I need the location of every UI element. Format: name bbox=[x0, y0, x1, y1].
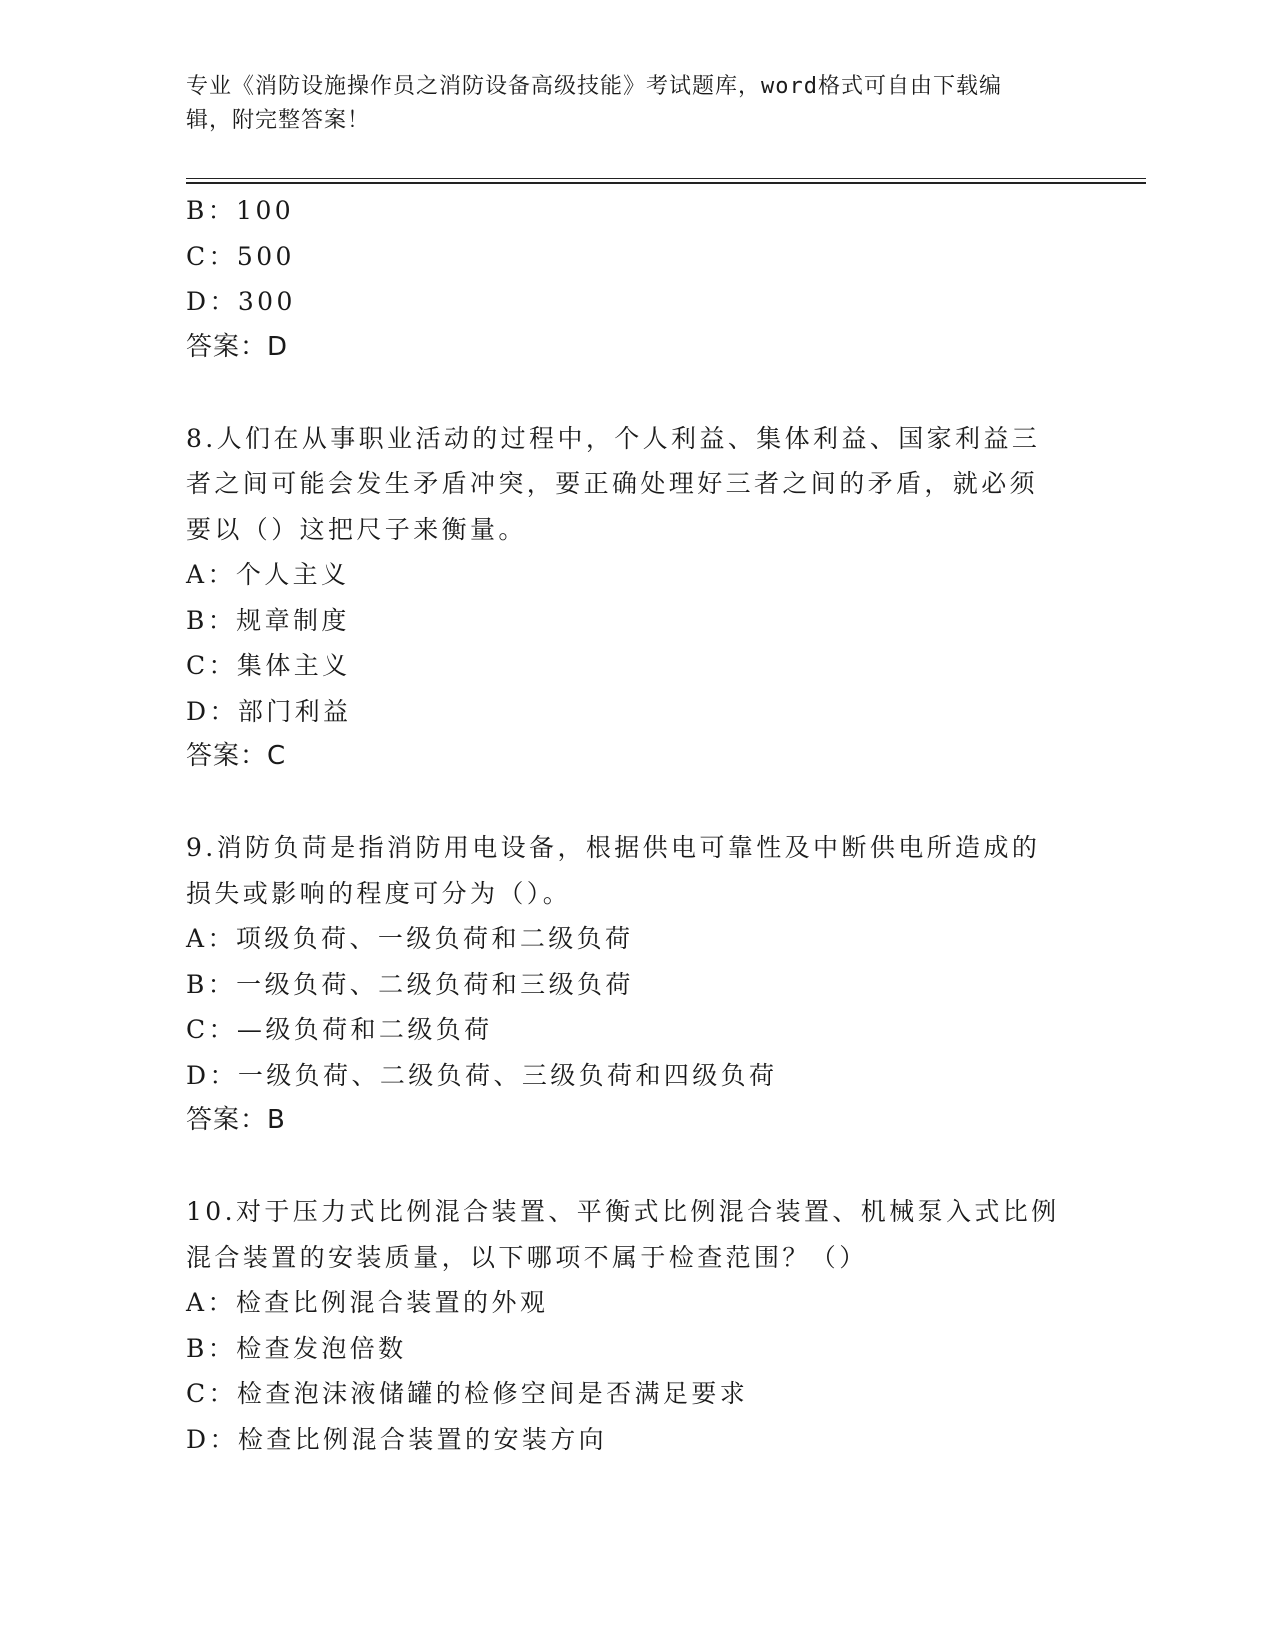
question-stem: 10.对于压力式比例混合装置、平衡式比例混合装置、机械泵入式比例 bbox=[186, 1197, 1060, 1226]
option-d: D：300 bbox=[186, 287, 296, 316]
option-a: A：检查比例混合装置的外观 bbox=[186, 1288, 549, 1317]
option-d: D：部门利益 bbox=[186, 696, 352, 726]
question-8 bbox=[186, 416, 1086, 780]
question-stem: 9.消防负苘是指消防用电设备，根据供电可靠性及中断供电所造成的 bbox=[186, 833, 1041, 862]
question-stem: 者之间可能会发生矛盾冲突，要正确处理好三者之间的矛盾，就必须 bbox=[186, 469, 1039, 498]
option-a: A：项级负荷、一级负荷和二级负荷 bbox=[186, 924, 634, 953]
option-c: C：检查泡沫液储罐的检修空间是否满足要求 bbox=[186, 1379, 749, 1408]
option-b: B：规章制度 bbox=[186, 605, 350, 635]
option-a: A：个人主义 bbox=[186, 560, 350, 589]
question-stem: 损失或影响的程度可分为（）。 bbox=[186, 878, 572, 908]
question-stem: 要以（）这把尺子来衡量。 bbox=[186, 514, 527, 544]
answer: 答案：D bbox=[186, 331, 289, 362]
answer: 答案：C bbox=[186, 741, 287, 771]
header-divider-thin bbox=[186, 178, 1146, 179]
question-stem: 8.人们在从事职业活动的过程中，个人利益、集体利益、国家利益三 bbox=[186, 423, 1041, 453]
option-d: D：一级负荷、二级负荷、三级负荷和四级负荷 bbox=[186, 1060, 778, 1090]
header-divider-thick bbox=[186, 182, 1146, 184]
prev-question bbox=[186, 188, 1086, 370]
question-10 bbox=[186, 1189, 1086, 1462]
option-c: C：500 bbox=[186, 241, 295, 271]
option-b: B：检查发泡倍数 bbox=[186, 1333, 407, 1363]
question-stem: 混合装置的安装质量，以下哪项不属于检查范围？（） bbox=[186, 1242, 868, 1272]
page-header bbox=[186, 70, 1066, 138]
option-c: C：集体主义 bbox=[186, 651, 351, 680]
option-b: B：一级负荷、二级负荷和三级负荷 bbox=[186, 969, 634, 999]
document-body bbox=[186, 188, 1086, 1462]
option-d: D：检查比例混合装置的安装方向 bbox=[186, 1424, 608, 1454]
answer: 答案：B bbox=[186, 1105, 286, 1135]
header-line-1: 专业《消防设施操作员之消防设备高级技能》考试题库，word格式可自由下载编 bbox=[186, 74, 1002, 99]
option-c: C：—级负荷和二级负荷 bbox=[186, 1015, 493, 1044]
question-9 bbox=[186, 825, 1086, 1144]
option-b: B：100 bbox=[186, 196, 295, 225]
header-line-2: 辑，附完整答案！ bbox=[186, 108, 371, 133]
